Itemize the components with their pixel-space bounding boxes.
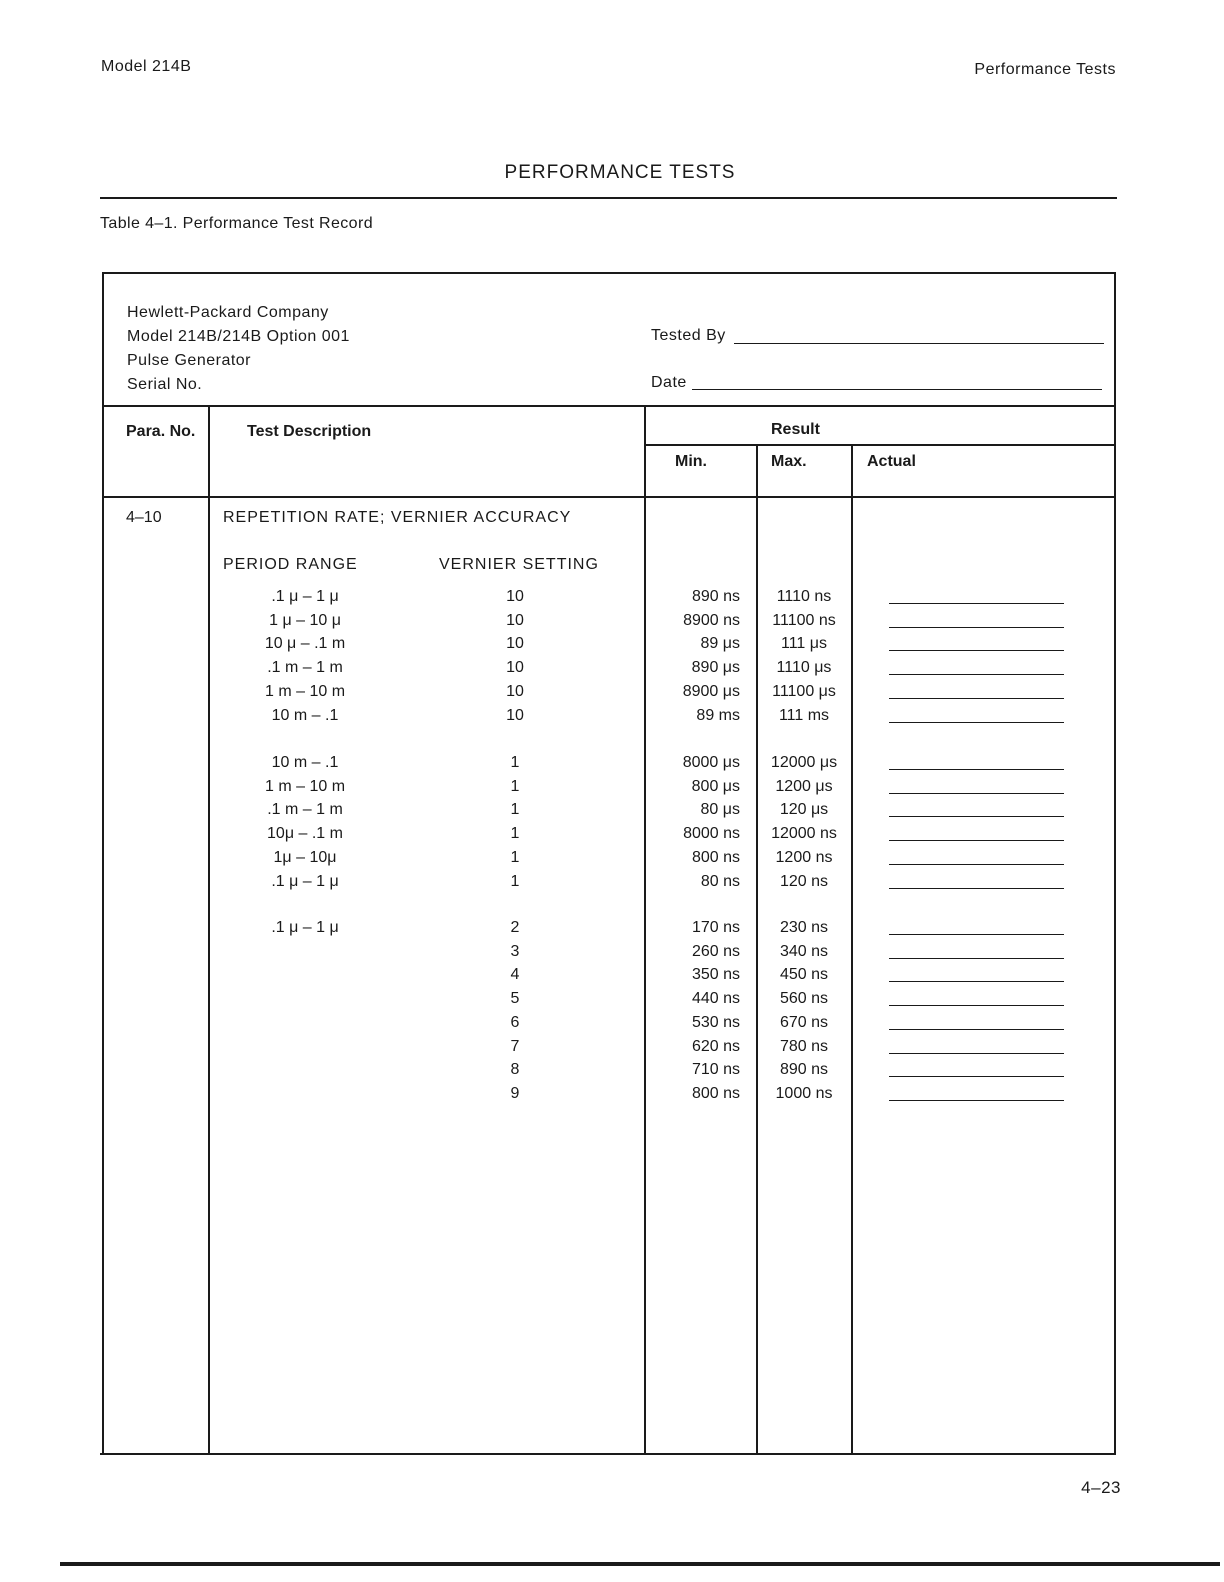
min-value-cell: 710 ns [691, 1061, 740, 1079]
col-line-para [208, 405, 210, 1454]
min-value-cell: 89 μs [700, 635, 740, 653]
actual-entry-field[interactable] [889, 1029, 1064, 1030]
min-value-cell: 8000 μs [682, 754, 740, 771]
vernier-setting-cell: 10 [506, 682, 524, 700]
table-right-border [1114, 272, 1116, 1455]
vernier-setting-cell: 7 [510, 1037, 520, 1055]
page-number: 4–23 [1081, 1478, 1121, 1497]
actual-entry-field[interactable] [889, 840, 1064, 841]
period-range-cell: .1 μ – 1 μ [271, 588, 339, 605]
col-header-para: Para. No. [126, 423, 196, 440]
min-value-cell: 440 ns [691, 990, 740, 1008]
period-range-header: PERIOD RANGE [223, 556, 358, 573]
max-value-cell: 1200 μs [775, 777, 833, 795]
actual-entry-field[interactable] [889, 769, 1064, 770]
min-value-cell: 80 μs [700, 801, 740, 819]
vernier-setting-header: VERNIER SETTING [439, 556, 599, 573]
actual-entry-field[interactable] [889, 1100, 1064, 1101]
min-value-cell: 89 ms [696, 706, 740, 724]
min-value-cell: 800 ns [691, 1084, 740, 1102]
max-value-cell: 11100 ns [772, 611, 836, 629]
max-value-cell: 12000 ns [771, 825, 837, 843]
vernier-setting-cell: 10 [506, 635, 524, 653]
vernier-setting-cell: 1 [510, 777, 520, 795]
info-model: Model 214B/214B Option 001 [127, 328, 350, 345]
actual-entry-field[interactable] [889, 816, 1064, 817]
col-header-actual: Actual [867, 453, 916, 470]
header-divider [102, 496, 1116, 498]
actual-entry-field[interactable] [889, 934, 1064, 935]
max-value-cell: 230 ns [779, 919, 829, 936]
period-range-cell: 10μ – .1 m [267, 825, 343, 843]
period-range-cell: 1 m – 10 m [264, 777, 346, 795]
min-value-cell: 530 ns [691, 1013, 740, 1031]
result-divider [645, 444, 1116, 446]
min-value-cell: 8900 μs [682, 682, 740, 700]
vernier-setting-cell: 6 [510, 1013, 520, 1031]
vernier-setting-cell: 10 [506, 611, 524, 629]
vernier-setting-cell: 8 [510, 1061, 520, 1079]
title-rule [100, 197, 1117, 199]
max-value-cell: 1200 ns [775, 848, 833, 866]
period-range-cell: 1μ – 10μ [273, 848, 337, 866]
min-value-cell: 890 ns [691, 588, 740, 605]
vernier-setting-cell: 1 [510, 872, 520, 890]
page-title: PERFORMANCE TESTS [504, 162, 736, 183]
test-title: REPETITION RATE; VERNIER ACCURACY [223, 509, 572, 526]
actual-entry-field[interactable] [889, 603, 1064, 604]
period-range-cell: 1 m – 10 m [264, 682, 346, 700]
info-company: Hewlett-Packard Company [127, 304, 329, 321]
header-section: Performance Tests [974, 61, 1116, 78]
vernier-setting-cell: 10 [506, 706, 524, 724]
date-label: Date [651, 374, 687, 391]
actual-entry-field[interactable] [889, 793, 1064, 794]
period-range-cell: 10 m – .1 [271, 706, 339, 724]
para-number: 4–10 [126, 509, 162, 526]
date-field[interactable] [692, 389, 1102, 390]
max-value-cell: 450 ns [779, 966, 829, 984]
max-value-cell: 890 ns [779, 1061, 829, 1079]
max-value-cell: 340 ns [779, 942, 829, 960]
vernier-setting-cell: 10 [506, 588, 524, 605]
vernier-setting-cell: 1 [510, 848, 520, 866]
period-range-cell: 1 μ – 10 μ [269, 611, 341, 629]
max-value-cell: 1110 μs [776, 659, 832, 677]
min-value-cell: 170 ns [691, 919, 740, 936]
min-value-cell: 890 μs [691, 659, 740, 677]
table-top-border [102, 272, 1116, 274]
col-header-result: Result [771, 421, 820, 438]
period-range-cell: .1 m – 1 m [267, 801, 343, 819]
max-value-cell: 120 μs [779, 801, 829, 819]
period-range-cell: .1 μ – 1 μ [271, 919, 339, 936]
max-value-cell: 1110 ns [776, 588, 832, 605]
actual-entry-field[interactable] [889, 1076, 1064, 1077]
vernier-setting-cell: 1 [510, 754, 520, 771]
tested-by-field[interactable] [734, 343, 1104, 344]
max-value-cell: 11100 μs [772, 682, 836, 700]
vernier-setting-cell: 9 [510, 1084, 520, 1102]
min-value-cell: 8000 ns [683, 825, 740, 843]
col-header-min: Min. [675, 453, 707, 470]
vernier-setting-cell: 5 [510, 990, 520, 1008]
table-left-border [102, 272, 104, 1455]
actual-entry-field[interactable] [889, 958, 1064, 959]
period-range-cell: 10 m – .1 [271, 754, 339, 771]
max-value-cell: 670 ns [779, 1013, 829, 1031]
vernier-setting-cell: 1 [510, 801, 520, 819]
min-value-cell: 80 ns [700, 872, 740, 890]
col-header-max: Max. [771, 453, 807, 470]
actual-entry-field[interactable] [889, 864, 1064, 865]
max-value-cell: 120 ns [779, 872, 829, 890]
min-value-cell: 800 ns [691, 848, 740, 866]
max-value-cell: 12000 μs [770, 754, 838, 771]
min-value-cell: 8900 ns [683, 611, 740, 629]
tested-by-label: Tested By [651, 327, 726, 344]
vernier-setting-cell: 2 [510, 919, 520, 936]
actual-entry-field[interactable] [889, 1005, 1064, 1006]
col-header-description: Test Description [247, 423, 372, 440]
actual-entry-field[interactable] [889, 1053, 1064, 1054]
footer-rule [60, 1562, 1220, 1566]
max-value-cell: 111 μs [781, 635, 827, 653]
header-model: Model 214B [101, 58, 192, 75]
max-value-cell: 111 ms [778, 706, 830, 724]
info-divider [102, 405, 1116, 407]
actual-entry-field[interactable] [889, 698, 1064, 699]
min-value-cell: 350 ns [691, 966, 740, 984]
max-value-cell: 1000 ns [775, 1084, 833, 1102]
col-line-desc [644, 405, 646, 1454]
min-value-cell: 800 μs [691, 777, 740, 795]
actual-entry-field[interactable] [889, 981, 1064, 982]
actual-entry-field[interactable] [889, 888, 1064, 889]
actual-entry-field[interactable] [889, 627, 1064, 628]
max-value-cell: 560 ns [779, 990, 829, 1008]
vernier-setting-cell: 3 [510, 942, 520, 960]
vernier-setting-cell: 1 [510, 825, 520, 843]
vernier-setting-cell: 4 [510, 966, 520, 984]
period-range-cell: .1 m – 1 m [267, 659, 343, 677]
col-line-max [851, 444, 853, 1454]
info-serial-label: Serial No. [127, 376, 203, 393]
vernier-setting-cell: 10 [506, 659, 524, 677]
actual-entry-field[interactable] [889, 650, 1064, 651]
max-value-cell: 780 ns [779, 1037, 829, 1055]
min-value-cell: 260 ns [691, 942, 740, 960]
table-bottom-border [100, 1453, 1116, 1455]
info-product: Pulse Generator [127, 352, 252, 369]
period-range-cell: .1 μ – 1 μ [271, 872, 339, 890]
actual-entry-field[interactable] [889, 674, 1064, 675]
period-range-cell: 10 μ – .1 m [264, 635, 346, 653]
actual-entry-field[interactable] [889, 722, 1064, 723]
table-caption: Table 4–1. Performance Test Record [100, 215, 373, 232]
min-value-cell: 620 ns [691, 1037, 740, 1055]
